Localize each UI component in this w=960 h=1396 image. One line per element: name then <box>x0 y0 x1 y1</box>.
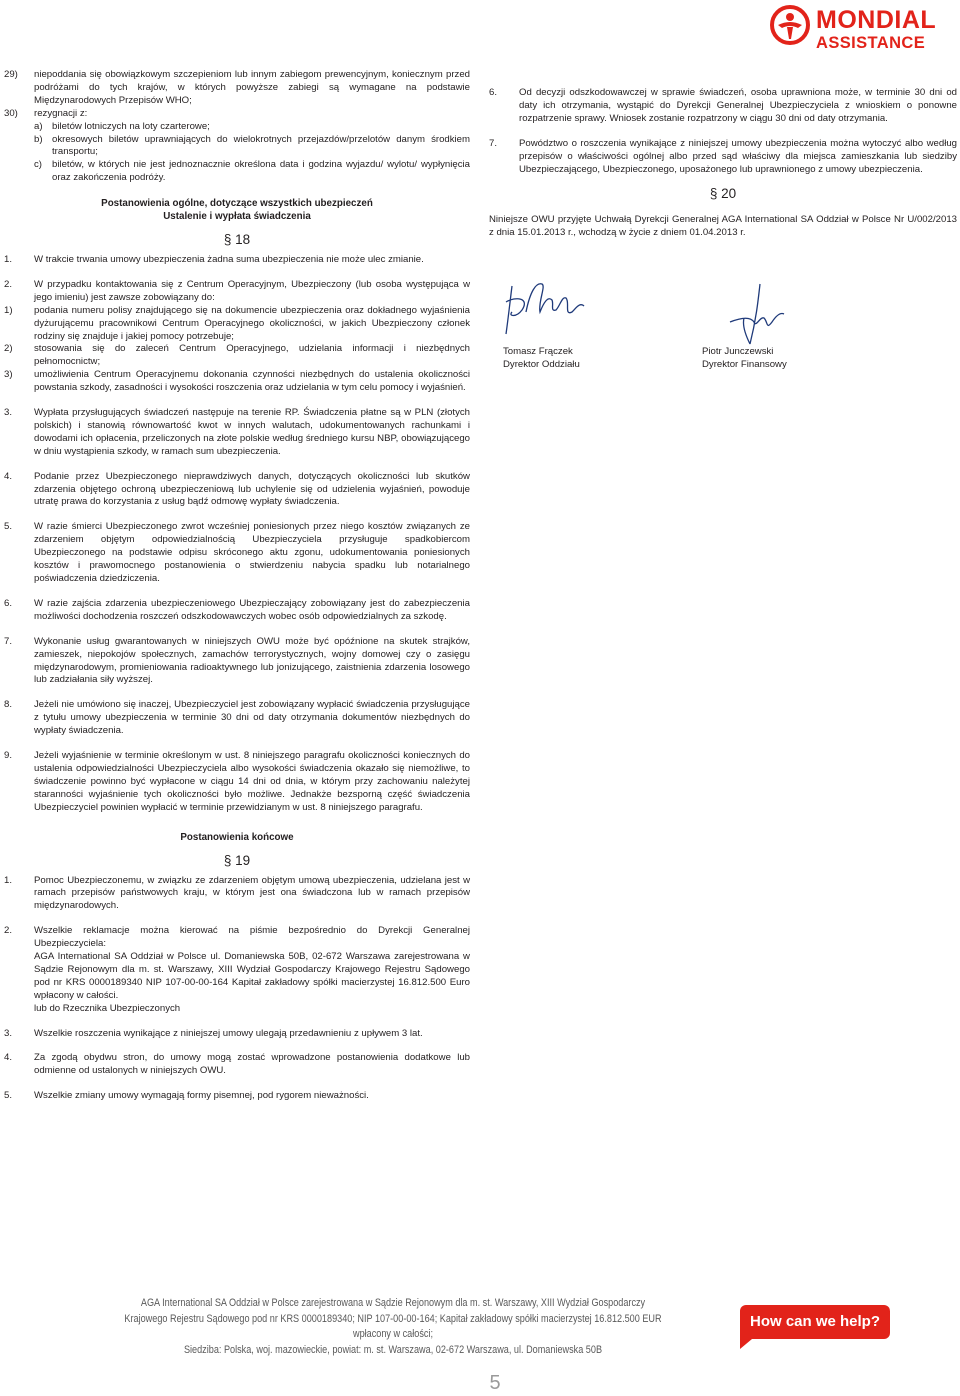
sub-item <box>4 343 470 369</box>
sub-item <box>4 305 470 344</box>
list-item <box>4 699 470 738</box>
list-item <box>4 636 470 688</box>
help-badge[interactable]: How can we help? <box>740 1305 890 1339</box>
sub-item <box>4 369 470 395</box>
item-number: 7. <box>489 137 498 149</box>
list-item <box>489 87 957 126</box>
item-number: 30) <box>4 107 18 119</box>
company-footer <box>107 1296 680 1358</box>
item-number: 1. <box>4 874 13 886</box>
signatory-name: Piotr Junczewski <box>702 346 774 357</box>
signatory-role: Dyrektor Finansowy <box>702 359 787 370</box>
brand-name: MONDIAL <box>816 6 937 34</box>
item-text: rezygnacji z: <box>34 107 88 119</box>
item-text: Wypłata przysługujących świadczeń następuje na terenie RP. Świadczenia płatne są w PLN (złotych polskich) i stanowią równowartość kwot w innych walutach, udokumentowanych rachunkami i dowodami ich opłacenia, przeliczonych na złote polskie według średniego kursu NBP, obowiązującego w dniu wystąpienia szkody, w ramach sum ubezpieczenia. <box>34 407 470 457</box>
list-item <box>4 750 470 815</box>
item-extra: AGA International SA Oddział w Polsce ul. Domaniewska 50B, 02-672 Warszawa zarejestrowana w Sądzie Rejonowym dla m. st. Warszawy, XIII Wydział Gospodarczy Krajowego Rejestru Sądowego pod nr KRS 0000189340 NIP 107-00-00-164 Kapitał zakładowy spółki macierzystej 16.812.500 Euro wpłacony w całości. <box>34 951 470 1001</box>
item-number: 6. <box>489 87 498 98</box>
list-item <box>489 138 957 177</box>
item-text: Jeżeli wyjaśnienie w terminie określonym w ust. 8 niniejszego paragrafu okoliczności koniecznych do ustalenia odpowiedzialności Ubezpieczyciela albo wysokości świadczenia okazało się niemożliwe, to świadczenie powinno być wypłacone w ciągu 14 dni od dnia, w którym przy zachowaniu należytej staranności wyjaśnienie tych okoliczności było możliwe. Jednakże bezsporną część świadczenia Ubezpieczyciel powinien wypłacić w terminie przewidzianym w ust. 8 niniejszego paragrafu. <box>34 750 470 813</box>
paragraph-20-title: § 20 <box>709 186 737 202</box>
footer-line: Krajowego Rejestru Sądowego pod nr KRS 0000189340; NIP 107-00-00-164; Kapitał zakładowy spółki macierzystej 16.812.500 EUR wpłacony w całości; <box>124 1312 662 1340</box>
sub-item <box>34 159 470 185</box>
item-text: W trakcie trwania umowy ubezpieczenia żadna suma ubezpieczenia nie może ulec zmianie. <box>34 253 424 265</box>
item-30 <box>4 108 470 185</box>
closing-text: Niniejsze OWU przyjęte Uchwałą Dyrekcji Generalnej AGA International SA Oddział w Polsce Nr U/002/2013 z dnia 15.01.2013 r., wchodzą w życie z dniem 01.04.2013 r. <box>489 214 957 239</box>
item-text: Pomoc Ubezpieczonemu, w związku ze zdarzeniem objętym umową ubezpieczenia, udzielana jest w ramach przepisów państwowych kraju, w którym jest ona świadczona lub w ramach przepisów międzynarodowych. <box>34 874 470 912</box>
item-text: Podanie przez Ubezpieczonego nieprawdziwych danych, dotyczących okoliczności lub skutków zdarzenia objętego ochroną ubezpieczeniową lub uchylenie się od udzielenia wyjaśnień, powoduje utratę prawa do korzystania z usług bądź odmowę wypłaty świadczenia. <box>34 470 470 508</box>
item-text: Wszelkie reklamacje można kierować na piśmie bezpośrednio do Dyrekcji Generalnej Ubezpieczyciela: <box>34 925 470 950</box>
list-item <box>4 407 470 459</box>
item-text: Jeżeli nie umówiono się inaczej, Ubezpieczyciel jest zobowiązany wypłacić świadczenia przysługujące z tytułu umowy ubezpieczenia w terminie 30 dni od daty otrzymania dokumentów niezbędnych do wypłaty świadczenia. <box>34 699 470 737</box>
signatory-role: Dyrektor Oddziału <box>503 359 580 370</box>
item-text: W przypadku kontaktowania się z Centrum Operacyjnym, Ubezpieczony (lub osoba występująca w jego imieniu) jest zawsze zobowiązany do: <box>34 278 470 303</box>
paragraph-18-title: § 18 <box>223 231 251 247</box>
item-text: W razie zajścia zdarzenia ubezpieczeniowego Ubezpieczający zobowiązany jest do zabezpieczenia możliwości dochodzenia roszczeń odszkodowawczych wobec osób odpowiedzialnych za szkodę. <box>34 597 470 622</box>
sub-text: stosowania się do zaleceń Centrum Operacyjnego, udzielania informacji i niezbędnych pełnomocnictw; <box>34 343 470 368</box>
item-number: 2. <box>4 925 13 937</box>
sub-text: biletów, w których nie jest jednoznacznie określona data i godzina wyjazdu/ wylotu/ wypłynięcia oraz zakończenia podróży. <box>52 159 470 184</box>
item-number: 3. <box>4 1027 13 1039</box>
footer-line: AGA International SA Oddział w Polsce zarejestrowana w Sądzie Rejonowym dla m. st. Warszawy, XIII Wydział Gospodarczy <box>140 1297 646 1309</box>
sub-item <box>34 121 470 134</box>
item-number: 5. <box>4 1090 13 1102</box>
item-text: Powództwo o roszczenia wynikające z niniejszej umowy ubezpieczenia można wytoczyć albo według przepisów o właściwości ogólnej albo przed sąd właściwy dla miejsca zamieszkania lub siedziby Ubezpieczającego, Ubezpieczonego, uposażonego lub uprawnionego z umowy ubezpieczenia. <box>519 137 957 175</box>
item-text: Wykonanie usług gwarantowanych w niniejszych OWU może być opóźnione na skutek strajków, zamieszek, niepokojów społecznych, zamachów terrorystycznych, wojny domowej czy o zasięgu międzynarodowym, promieniowania radioaktywnego lub jonizującego, zaistnienia zdarzenia losowego lub zadziałania siły wyższej. <box>34 635 470 686</box>
item-number: 29) <box>4 69 18 80</box>
sub-letter: c) <box>34 159 42 171</box>
item-number: 4. <box>4 1052 13 1064</box>
list-item <box>4 279 470 305</box>
item-number: 6. <box>4 597 13 609</box>
brand-sub: ASSISTANCE <box>816 34 926 52</box>
section-heading: Postanowienia końcowe <box>180 831 294 843</box>
item-number: 3. <box>4 407 13 419</box>
sub-letter: a) <box>34 120 43 132</box>
sub-letter: 2) <box>4 343 13 355</box>
item-text: Od decyzji odszkodowawczej w sprawie świadczeń, osoba uprawniona może, w terminie 30 dni od daty ich otrzymania, wystąpić do Dyrekcji Generalnej Ubezpieczyciela z wnioskiem o ponowne rozpatrzenie sprawy. Wniosek zostanie rozpatrzony w ciągu 30 dni od daty otrzymania. <box>519 87 957 124</box>
item-text: W razie śmierci Ubezpieczonego zwrot wcześniej poniesionych przez niego kosztów związanych ze zdarzeniem objętym odpowiedzialnością Ubezpieczyciela przysługuje spadkobiercom Ubezpieczonego na podstawie odpisu skróconego aktu zgonu, udokumentowania poniesionych kosztów i prawomocnego postanowienia o stwierdzeniu nabycia spadku lub notarialnego poświadczenia dziedziczenia. <box>34 521 470 584</box>
signature-2 <box>702 345 787 371</box>
sub-item <box>34 134 470 160</box>
left-column <box>4 69 470 1103</box>
section-heading: Postanowienia ogólne, dotyczące wszystkich ubezpieczeń <box>101 198 373 210</box>
item-number: 5. <box>4 521 13 533</box>
list-item <box>4 925 470 1015</box>
mondial-person-icon <box>770 5 810 45</box>
item-number: 2. <box>4 278 13 290</box>
mondial-assistance-logo <box>768 4 958 52</box>
sub-letter: b) <box>34 133 43 145</box>
list-item <box>4 521 470 586</box>
signature-2-image <box>720 282 790 350</box>
list-item <box>4 1090 470 1103</box>
list-item <box>4 1052 470 1078</box>
item-text: Wszelkie roszczenia wynikające z niniejszej umowy ulegają przedawnieniu z upływem 3 lat. <box>34 1027 423 1039</box>
signature-1 <box>503 345 580 371</box>
sub-text: okresowych biletów uprawniających do wielokrotnych przejazdów/przelotów danym środkiem transportu; <box>52 133 470 158</box>
item-number: 1. <box>4 253 13 265</box>
item-number: 7. <box>4 635 13 647</box>
item-extra: lub do Rzecznika Ubezpieczonych <box>34 1002 181 1014</box>
signature-1-image <box>500 272 590 344</box>
item-number: 4. <box>4 470 13 482</box>
right-column <box>489 87 957 240</box>
list-item <box>4 1028 470 1041</box>
list-item <box>4 254 470 267</box>
item-text: niepoddania się obowiązkowym szczepieniom lub innym zabiegom prewencyjnym, koniecznym przed podróżami do tych krajów, w których powyższe zabiegi są wymagane na podstawie Międzynarodowych Przepisów WHO; <box>34 69 470 106</box>
item-text: Za zgodą obydwu stron, do umowy mogą zostać wprowadzone postanowienia dodatkowe lub odmienne od ustalonych w niniejszych OWU. <box>34 1052 470 1077</box>
footer-line: Siedziba: Polska, woj. mazowieckie, powiat: m. st. Warszawa, 02-672 Warszawa, ul. Domaniewska 50B <box>183 1343 603 1356</box>
signatory-name: Tomasz Frączek <box>503 346 573 357</box>
item-number: 8. <box>4 699 13 711</box>
item-text: Wszelkie zmiany umowy wymagają formy pisemnej, pod rygorem nieważności. <box>34 1090 369 1102</box>
list-item <box>4 598 470 624</box>
sub-text: biletów lotniczych na loty czarterowe; <box>52 120 210 132</box>
sub-letter: 3) <box>4 369 13 381</box>
item-29 <box>4 69 470 108</box>
paragraph-19-title: § 19 <box>223 852 251 868</box>
sub-text: umożliwienia Centrum Operacyjnemu dokonania czynności niezbędnych do ustalenia okoliczności powstania szkody, zasadności i wysokości roszczenia oraz udzielania w tym celu pomocy i wyjaśnień. <box>34 369 470 394</box>
item-number: 9. <box>4 750 13 762</box>
list-item <box>4 875 470 914</box>
page-number: 5 <box>489 1372 501 1394</box>
section-subheading: Ustalenie i wypłata świadczenia <box>163 211 311 223</box>
sub-text: podania numeru polisy znajdującego się na dokumencie ubezpieczenia oraz dokładnego wyjaśnienia dyżurującemu pracownikowi Centrum Operacyjnego okoliczności, w jakich Ubezpieczony członek rodziny się znajduje i jakiej pomocy potrzebuje; <box>34 304 470 342</box>
list-item <box>4 471 470 510</box>
sub-letter: 1) <box>4 304 13 316</box>
